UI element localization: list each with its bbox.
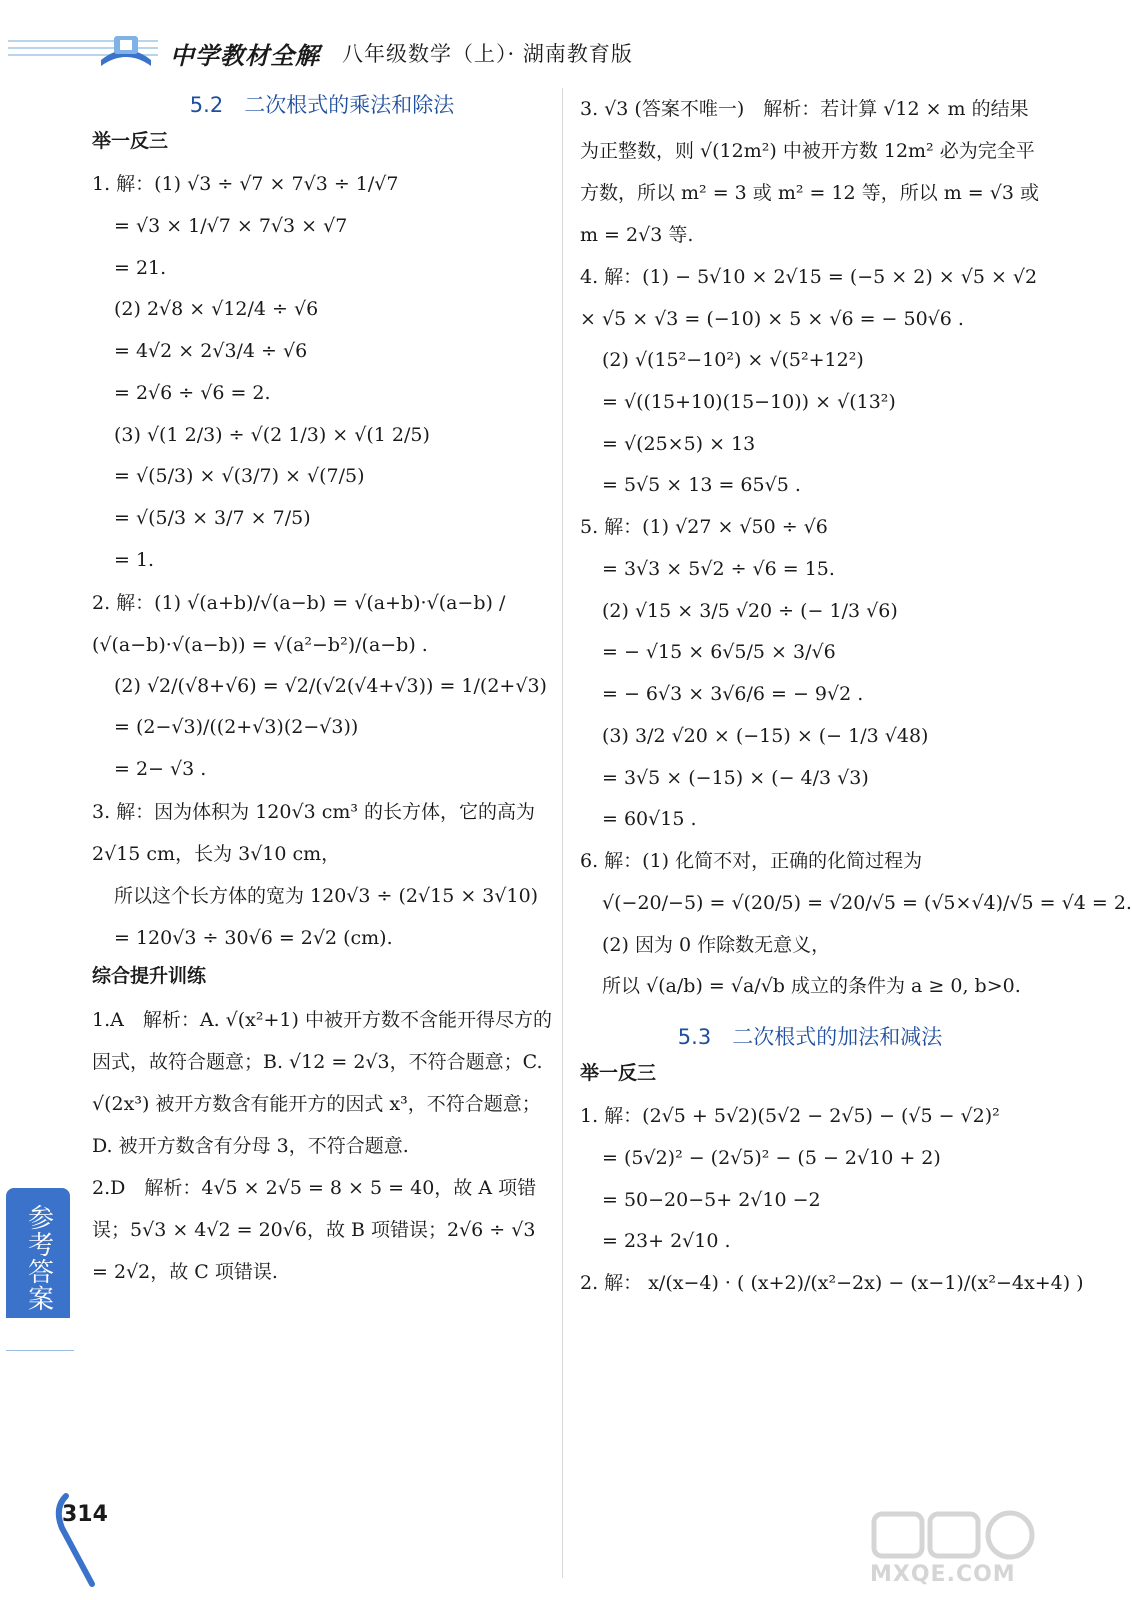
answer-line: (2) 因为 0 作除数无意义， xyxy=(602,933,831,956)
answer-line: = √((15+10)(15−10)) × √(13²) xyxy=(602,390,896,413)
answer-paragraph: 3. √3 (答案不唯一) 解析：若计算 √12 × m 的结果为正整数，则 √(12m²) 中被开方数 12m² 必为完全平方数，所以 m² = 3 或 m² = 12 等，所以 m = √3 或 m = 2√3 等. xyxy=(580,98,1039,246)
answer-line: (2) √15 × 3/5 √20 ÷ (− 1/3 √6) xyxy=(602,599,898,622)
page-header xyxy=(0,0,1070,90)
answer-line: = 50−20−5+ 2√10 −2 xyxy=(602,1188,821,1211)
heading: 举一反三 xyxy=(580,1062,657,1085)
answer-line: 2. 解： x/(x−4) · ( (x+2)/(x²−2x) − (x−1)/(x²−4x+4) ) xyxy=(580,1272,1084,1294)
answer-line: = 2− √3 . xyxy=(114,758,207,780)
watermark-url: MXQE.COM xyxy=(870,1562,1016,1587)
answer-paragraph: 4. 解：(1) − 5√10 × 2√15 = (−5 × 2) × √5 × √2 × √5 × √3 = (−10) × 5 × √6 = − 50√6 . xyxy=(580,266,1038,330)
answer-paragraph: 2.D 解析：4√5 × 2√5 = 8 × 5 = 40，故 A 项错误；5√3 × 4√2 = 20√6，故 B 项错误；2√6 ÷ √3 = 2√2，故 C 项错误. xyxy=(92,1176,537,1283)
answer-line: = − 6√3 × 3√6/6 = − 9√2 . xyxy=(602,683,864,705)
answer-line: 5. 解：(1) √27 × √50 ÷ √6 xyxy=(580,516,828,538)
answer-line: 2. 解：(1) √(a+b)/√(a−b) = √(a+b)·√(a−b) / (√(a−b)·√(a−b)) = √(a²−b²)/(a−b) . xyxy=(92,591,506,656)
answer-line: = 1. xyxy=(114,548,155,571)
heading: 举一反三 xyxy=(92,130,169,153)
answer-line: = √(25×5) × 13 xyxy=(602,432,756,455)
answer-line: (2) √2/(√8+√6) = √2/(√2(√4+√3)) = 1/(2+√3) xyxy=(114,674,547,697)
answer-paragraph: 3. 解：因为体积为 120√3 cm³ 的长方体，它的高为 2√15 cm，长为 3√10 cm， xyxy=(92,800,536,865)
answer-line: = 21. xyxy=(114,256,167,279)
book-subtitle: 八年级数学（上）· 湖南教育版 xyxy=(342,42,633,66)
answer-line: (3) √(1 2/3) ÷ √(2 1/3) × √(1 2/5) xyxy=(114,423,430,446)
side-tab xyxy=(6,1188,70,1318)
answer-paragraph: 1.A 解析：A. √(x²+1) 中被开方数不含能开得尽方的因式，故符合题意；B. √12 = 2√3，不符合题意；C. √(2x³) 被开方数含有能开方的因式 x³，不符合题意；D. 被开方数含有分母 3，不符合题意. xyxy=(92,1008,552,1157)
answer-line: = (2−√3)/((2+√3)(2−√3)) xyxy=(114,716,359,739)
answer-line: 所以 √(a/b) = √a/√b 成立的条件为 a ≥ 0, b>0. xyxy=(602,975,1021,998)
answer-line: 1. 解：(2√5 + 5√2)(5√2 − 2√5) − (√5 − √2)² xyxy=(580,1105,1000,1127)
side-tab-label: 参考答案 xyxy=(27,1204,54,1315)
heading: 综合提升训练 xyxy=(92,964,207,987)
book-logo-icon xyxy=(96,30,156,70)
answer-line: = 5√5 × 13 = 65√5 . xyxy=(602,474,801,497)
answer-paragraph: 所以这个长方体的宽为 120√3 ÷ (2√15 × 3√10) = 120√3 ÷ 30√6 = 2√2 (cm). xyxy=(114,884,539,949)
brand-title: 中学教材全解 xyxy=(170,41,320,70)
page-number: 314 xyxy=(62,1502,108,1527)
answer-line: = 23+ 2√10 . xyxy=(602,1230,731,1253)
answer-line: = − √15 × 6√5/5 × 3/√6 xyxy=(602,641,836,664)
column-divider xyxy=(562,88,563,1578)
side-divider xyxy=(6,1350,74,1351)
answer-line: 1. 解：(1) √3 ÷ √7 × 7√3 ÷ 1/√7 xyxy=(92,173,399,195)
answer-line: 6. 解：(1) 化简不对，正确的化简过程为 xyxy=(580,850,923,872)
answer-line: = √(5/3) × √(3/7) × √(7/5) xyxy=(114,465,365,488)
answer-line: (2) 2√8 × √12/4 ÷ √6 xyxy=(114,298,319,321)
watermark-logo-icon xyxy=(870,1508,1040,1560)
answer-line: = 4√2 × 2√3/4 ÷ √6 xyxy=(114,340,308,362)
answer-line: (3) 3/2 √20 × (−15) × (− 1/3 √48) xyxy=(602,724,929,747)
answer-line: = √3 × 1/√7 × 7√3 × √7 xyxy=(114,214,348,237)
answer-line: = (5√2)² − (2√5)² − (5 − 2√10 + 2) xyxy=(602,1146,941,1169)
section-title: 5.3 二次根式的加法和减法 xyxy=(677,1025,943,1049)
answer-line: = 3√3 × 5√2 ÷ √6 = 15. xyxy=(602,557,835,580)
answer-line: (2) √(15²−10²) × √(5²+12²) xyxy=(602,349,864,371)
right-column xyxy=(580,88,1132,1305)
answer-line: = 2√6 ÷ √6 = 2. xyxy=(114,381,271,404)
answer-line: = 60√15 . xyxy=(602,808,697,831)
answer-line: = √(5/3 × 3/7 × 7/5) xyxy=(114,507,311,529)
left-column xyxy=(92,88,552,1293)
section-title: 5.2 二次根式的乘法和除法 xyxy=(189,93,455,117)
answer-line: = 3√5 × (−15) × (− 4/3 √3) xyxy=(602,766,869,789)
answer-line: √(−20/−5) = √(20/5) = √20/√5 = (√5×√4)/√5 = √4 = 2. xyxy=(602,891,1132,914)
watermark xyxy=(870,1508,1050,1598)
